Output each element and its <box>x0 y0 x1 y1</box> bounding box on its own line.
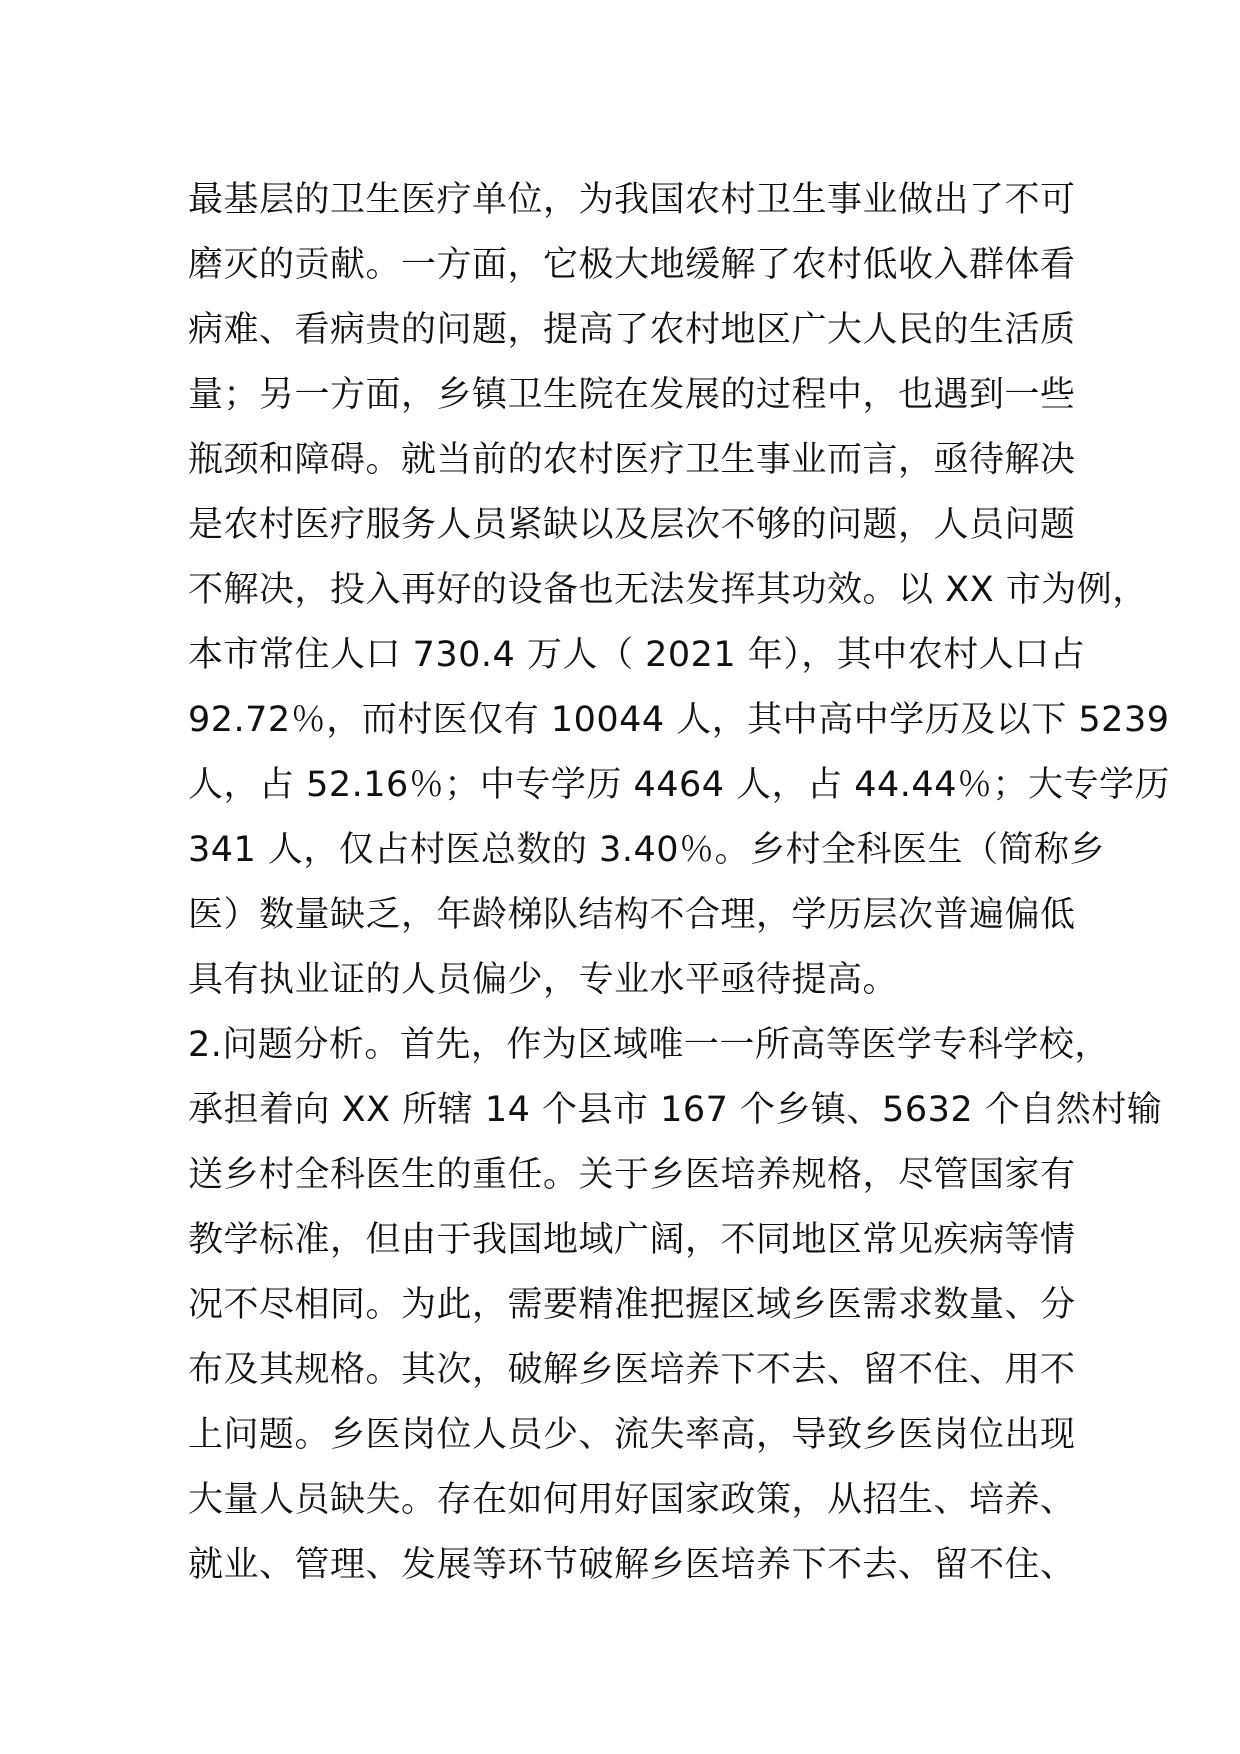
text-line: 量；另一方面，乡镇卫生院在发展的过程中，也遇到一些 <box>188 375 1076 415</box>
text-line: 不解决，投入再好的设备也无法发挥其功效。以 XX 市为例， <box>188 570 1148 610</box>
section-heading-line: 2.问题分析。首先，作为区域唯一一所高等医学专科学校， <box>188 1025 1110 1065</box>
text-line: 瓶颈和障碍。就当前的农村医疗卫生事业而言，亟待解决 <box>188 440 1076 480</box>
text-line: 教学标准，但由于我国地域广阔，不同地区常见疾病等情 <box>188 1220 1076 1260</box>
text-line: 况不尽相同。为此，需要精准把握区域乡医需求数量、分 <box>188 1285 1076 1325</box>
text-line: 人，占 52.16％；中专学历 4464 人，占 44.44％；大专学历 <box>188 765 1170 805</box>
text-line: 341 人，仅占村医总数的 3.40％。乡村全科医生（简称乡 <box>188 830 1105 870</box>
text-line: 是农村医疗服务人员紧缺以及层次不够的问题，人员问题 <box>188 505 1076 545</box>
text-line: 病难、看病贵的问题，提高了农村地区广大人民的生活质 <box>188 310 1076 350</box>
text-line: 92.72％，而村医仅有 10044 人，其中高中学历及以下 5239 <box>188 700 1170 740</box>
text-line: 大量人员缺失。存在如何用好国家政策，从招生、培养、 <box>188 1480 1076 1520</box>
text-line: 医）数量缺乏，年龄梯队结构不合理，学历层次普遍偏低 <box>188 895 1076 935</box>
text-line: 送乡村全科医生的重任。关于乡医培养规格，尽管国家有 <box>188 1155 1076 1195</box>
text-line: 布及其规格。其次，破解乡医培养下不去、留不住、用不 <box>188 1350 1076 1390</box>
text-line: 本市常住人口 730.4 万人（ 2021 年），其中农村人口占 <box>188 635 1086 675</box>
body-text <box>188 168 1170 1598</box>
text-line: 上问题。乡医岗位人员少、流失率高，导致乡医岗位出现 <box>188 1415 1076 1455</box>
text-line: 最基层的卫生医疗单位，为我国农村卫生事业做出了不可 <box>188 180 1076 220</box>
text-line: 磨灭的贡献。一方面，它极大地缓解了农村低收入群体看 <box>188 245 1076 285</box>
text-line: 就业、管理、发展等环节破解乡医培养下不去、留不住、 <box>188 1545 1076 1585</box>
text-line: 承担着向 XX 所辖 14 个县市 167 个乡镇、5632 个自然村输 <box>188 1090 1163 1130</box>
text-line: 具有执业证的人员偏少，专业水平亟待提高。 <box>188 960 899 1000</box>
